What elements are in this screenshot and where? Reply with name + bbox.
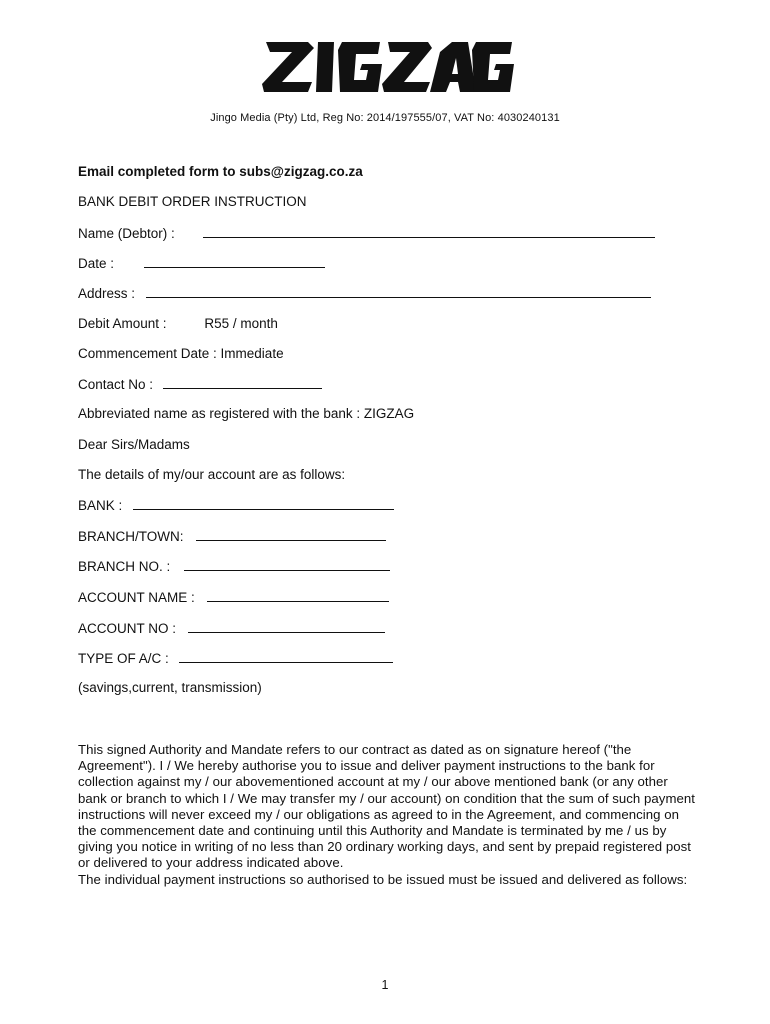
address-field [78, 285, 651, 301]
email-instruction: Email completed form to subs@zigzag.co.za [78, 164, 363, 179]
branch-town-field [78, 528, 386, 544]
bank-label: BANK : [78, 498, 123, 513]
branch-town-label: BRANCH/TOWN: [78, 529, 184, 544]
company-registration-line: Jingo Media (Pty) Ltd, Reg No: 2014/197555/07, VAT No: 4030240131 [210, 112, 560, 124]
date-blank[interactable] [144, 255, 325, 268]
account-name-blank[interactable] [207, 589, 389, 602]
contact-label: Contact No : [78, 377, 154, 392]
zigzag-logo [262, 38, 514, 96]
account-no-field [78, 620, 385, 636]
bank-blank[interactable] [133, 497, 394, 510]
account-no-label: ACCOUNT NO : [78, 621, 177, 636]
zigzag-logo-graphic [262, 38, 514, 96]
debit-amount-label: Debit Amount : [78, 316, 167, 331]
date-field [78, 255, 325, 271]
name-debtor-label: Name (Debtor) : [78, 226, 175, 241]
date-label: Date : [78, 256, 115, 271]
name-debtor-blank[interactable] [203, 225, 655, 238]
account-type-options: (savings,current, transmission) [78, 680, 262, 695]
debit-amount-field [78, 316, 278, 331]
address-blank[interactable] [146, 285, 651, 298]
account-name-label: ACCOUNT NAME : [78, 590, 195, 605]
account-name-field [78, 589, 389, 605]
account-details-intro: The details of my/our account are as follows: [78, 467, 346, 482]
account-no-blank[interactable] [188, 620, 385, 633]
agreement-paragraph-1: This signed Authority and Mandate refers to our contract as dated as on signature hereof ("the Agreement"). I / We hereby authorise you to issue and deliver payment instructions to the bank for collection against my / our abovementioned account at my / our above mentioned bank (or any other bank or branch to which I / We may transfer my / our account) on condition that the sum of such payment instructions will never exceed my / our obligations as agreed to in the Agreement, and commencing on the commencement date and continuing until this Authority and Mandate is terminated by me / us by giving you notice in writing of no less than 20 ordinary working days, and sent by prepaid registered post or delivered to your address indicated above. [78, 742, 695, 871]
bank-field [78, 497, 394, 513]
branch-town-blank[interactable] [196, 528, 386, 541]
debit-amount-value: R55 / month [204, 316, 278, 331]
address-label: Address : [78, 286, 136, 301]
contact-field [78, 376, 322, 392]
account-type-label: TYPE OF A/C : [78, 651, 169, 666]
salutation: Dear Sirs/Madams [78, 437, 190, 452]
account-type-blank[interactable] [179, 650, 393, 663]
branch-no-field [78, 558, 390, 574]
form-title: BANK DEBIT ORDER INSTRUCTION [78, 194, 307, 209]
branch-no-blank[interactable] [184, 558, 390, 571]
name-debtor-field [78, 225, 655, 241]
agreement-paragraph-2: The individual payment instructions so authorised to be issued must be issued and delivered as follows: [78, 871, 688, 887]
commencement-date: Commencement Date : Immediate [78, 346, 284, 361]
branch-no-label: BRANCH NO. : [78, 559, 171, 574]
abbreviated-name: Abbreviated name as registered with the bank : ZIGZAG [78, 406, 415, 421]
account-type-field [78, 650, 393, 666]
contact-blank[interactable] [163, 376, 322, 389]
page-number: 1 [381, 978, 389, 992]
agreement-text [78, 742, 698, 888]
